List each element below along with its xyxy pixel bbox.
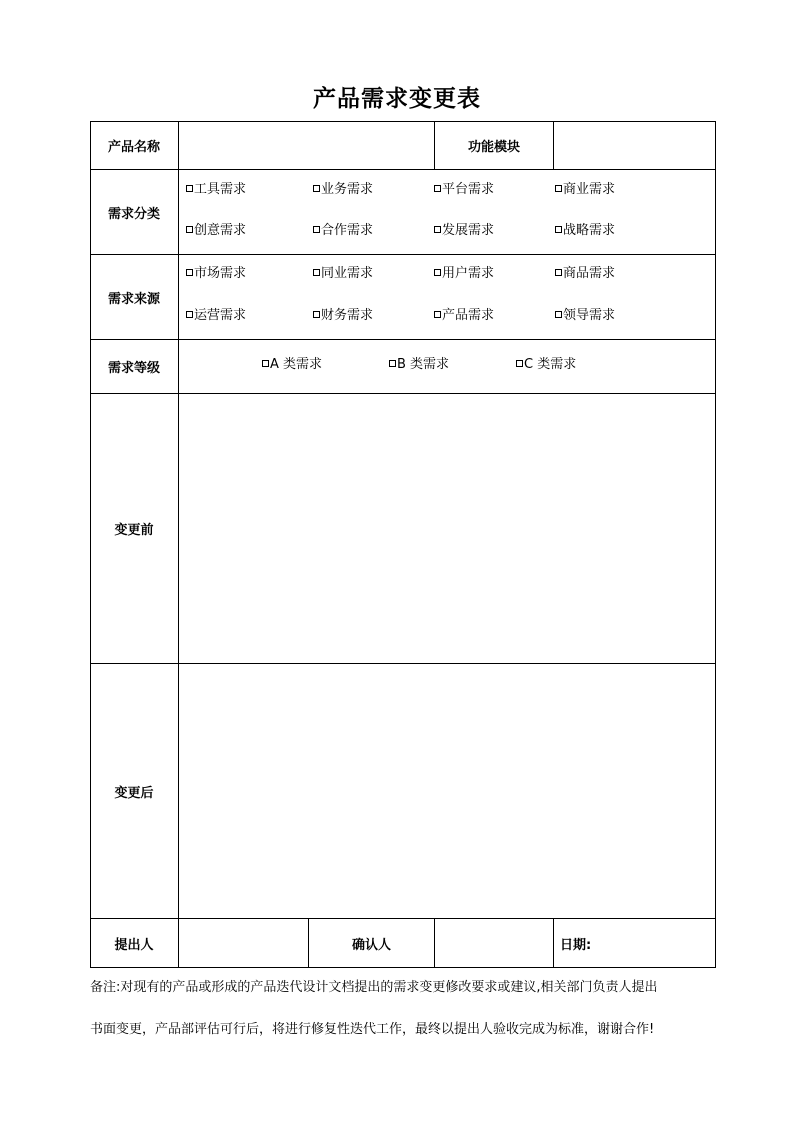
- category-option-label: 平台需求: [442, 182, 495, 197]
- before-change-label: 变更前: [114, 523, 154, 538]
- checkbox-icon[interactable]: [186, 269, 193, 276]
- source-option-label: 同业需求: [321, 266, 374, 281]
- level-option[interactable]: [389, 357, 449, 373]
- category-option[interactable]: [313, 182, 373, 198]
- category-option[interactable]: [555, 182, 615, 198]
- source-option[interactable]: [313, 266, 373, 282]
- category-option[interactable]: [555, 223, 615, 239]
- note-line-1: 备注:对现有的产品或形成的产品迭代设计文档提出的需求变更修改要求或建议,相关部门负责人提出: [90, 980, 658, 995]
- proposer-label: 提出人: [114, 937, 154, 953]
- source-option-label: 财务需求: [321, 308, 374, 323]
- source-option[interactable]: [313, 308, 373, 324]
- source-option[interactable]: [555, 266, 615, 282]
- category-label: 需求分类: [107, 206, 160, 222]
- row-divider: [90, 254, 716, 255]
- checkbox-icon[interactable]: [555, 269, 562, 276]
- checkbox-icon[interactable]: [313, 269, 320, 276]
- source-option[interactable]: [434, 308, 494, 324]
- source-option-label: 运营需求: [194, 308, 247, 323]
- source-option-label: 市场需求: [194, 266, 247, 281]
- source-label: 需求来源: [107, 291, 160, 307]
- checkbox-icon[interactable]: [313, 311, 320, 318]
- category-option-label: 创意需求: [194, 223, 247, 238]
- source-option[interactable]: [555, 308, 615, 324]
- source-option-label: 产品需求: [442, 308, 495, 323]
- level-option[interactable]: [516, 357, 576, 373]
- table-border-bottom: [90, 967, 716, 968]
- confirmer-label: 确认人: [351, 937, 391, 953]
- checkbox-icon[interactable]: [555, 185, 562, 192]
- category-option[interactable]: [434, 182, 494, 198]
- checkbox-icon[interactable]: [389, 360, 396, 367]
- before-change-field[interactable]: [179, 394, 715, 663]
- checkbox-icon[interactable]: [186, 185, 193, 192]
- category-option[interactable]: [434, 223, 494, 239]
- category-option[interactable]: [186, 182, 246, 198]
- checkbox-icon[interactable]: [313, 226, 320, 233]
- source-option-label: 用户需求: [442, 266, 495, 281]
- function-module-label: 功能模块: [467, 139, 520, 155]
- after-change-field[interactable]: [179, 664, 715, 918]
- form-title: 产品需求变更表: [313, 86, 481, 112]
- after-change-label: 变更后: [114, 785, 154, 801]
- level-option-label: B 类需求: [397, 357, 450, 372]
- checkbox-icon[interactable]: [262, 360, 269, 367]
- checkbox-icon[interactable]: [434, 226, 441, 233]
- note-line-2: 书面变更，产品部评估可行后，将进行修复性迭代工作，最终以提出人验收完成为标准，谢谢合作!: [90, 1022, 655, 1037]
- level-option[interactable]: [262, 357, 322, 373]
- category-option-label: 合作需求: [321, 223, 374, 238]
- product-name-field[interactable]: [179, 122, 434, 169]
- proposer-field[interactable]: [179, 919, 308, 967]
- category-option-label: 战略需求: [563, 223, 616, 238]
- row-divider: [90, 169, 716, 170]
- date-label: 日期:: [560, 937, 592, 953]
- checkbox-icon[interactable]: [555, 226, 562, 233]
- source-option-label: 商品需求: [563, 266, 616, 281]
- source-option-label: 领导需求: [563, 308, 616, 323]
- level-label: 需求等级: [107, 361, 160, 376]
- checkbox-icon[interactable]: [555, 311, 562, 318]
- product-name-label: 产品名称: [107, 139, 160, 155]
- category-option[interactable]: [186, 223, 246, 239]
- confirmer-field[interactable]: [435, 919, 553, 967]
- checkbox-icon[interactable]: [434, 311, 441, 318]
- category-option-label: 发展需求: [442, 223, 495, 238]
- checkbox-icon[interactable]: [186, 311, 193, 318]
- source-option[interactable]: [186, 308, 246, 324]
- category-option[interactable]: [313, 223, 373, 239]
- function-module-field[interactable]: [554, 122, 715, 169]
- source-option[interactable]: [186, 266, 246, 282]
- table-border-right: [715, 121, 716, 968]
- level-option-label: A 类需求: [270, 357, 323, 372]
- change-request-form: [90, 121, 716, 968]
- level-option-label: C 类需求: [524, 357, 577, 372]
- source-option[interactable]: [434, 266, 494, 282]
- row-divider: [90, 339, 716, 340]
- checkbox-icon[interactable]: [434, 185, 441, 192]
- category-option-label: 工具需求: [194, 182, 247, 197]
- category-option-label: 业务需求: [321, 182, 374, 197]
- checkbox-icon[interactable]: [516, 360, 523, 367]
- checkbox-icon[interactable]: [313, 185, 320, 192]
- checkbox-icon[interactable]: [186, 226, 193, 233]
- checkbox-icon[interactable]: [434, 269, 441, 276]
- category-option-label: 商业需求: [563, 182, 616, 197]
